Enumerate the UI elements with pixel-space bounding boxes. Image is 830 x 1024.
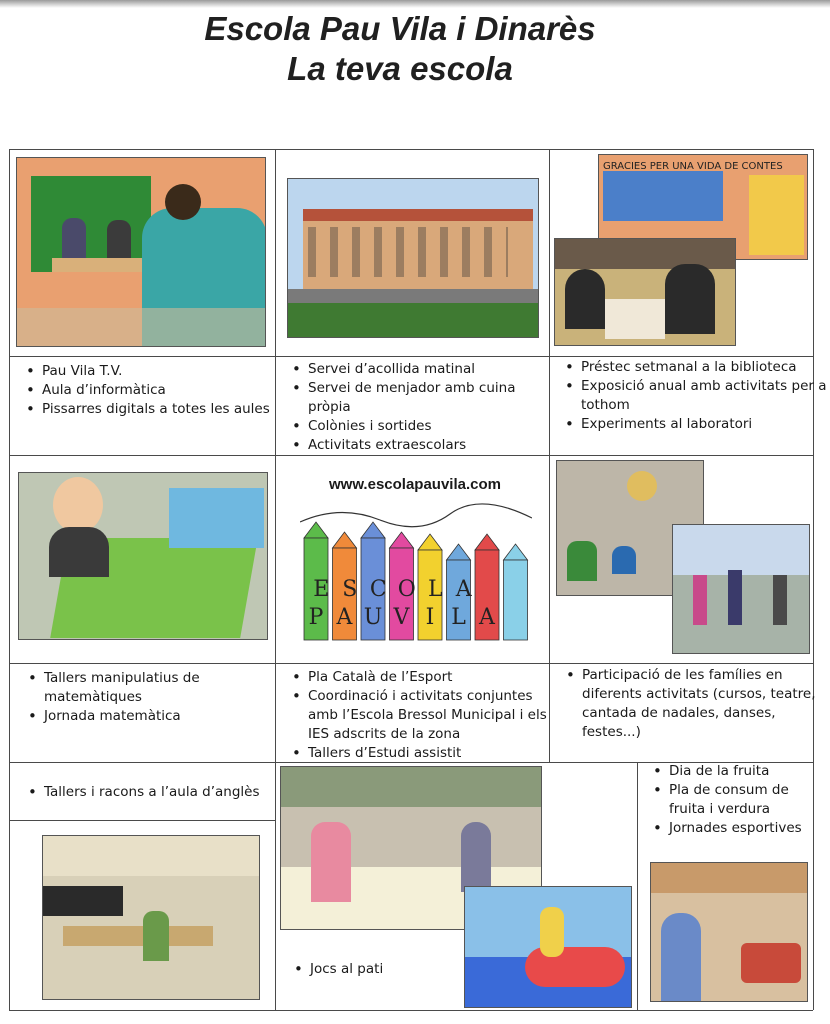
logo-pencil bbox=[504, 544, 528, 640]
families-dance-photo bbox=[672, 524, 810, 654]
list-r2c3 bbox=[564, 666, 822, 742]
list-r1c2 bbox=[290, 360, 558, 455]
list-r2c1 bbox=[26, 669, 284, 726]
logo-letter: A bbox=[479, 605, 495, 630]
school-subtitle: La teva escola bbox=[287, 50, 513, 87]
logo-letter: P bbox=[308, 605, 324, 630]
list-r1c1 bbox=[24, 362, 287, 419]
list-item: • Jocs al pati bbox=[310, 960, 475, 979]
library-students-photo bbox=[554, 238, 736, 346]
list-item: • Tallers d’Estudi assistit bbox=[308, 744, 563, 763]
list-item: • Participació de les famílies en diferents activitats (cursos, teatre, cantada de nadales, danses, festes...) bbox=[582, 666, 822, 742]
list-r3c1 bbox=[26, 783, 289, 802]
list-item: • Tallers manipulatius de matemàtiques bbox=[44, 669, 284, 707]
list-item: • Tallers i racons a l’aula d’anglès bbox=[44, 783, 289, 802]
school-website[interactable]: www.escolapauvila.com bbox=[328, 476, 501, 493]
list-r2c2 bbox=[290, 668, 563, 763]
list-item: • Activitats extraescolars bbox=[308, 436, 558, 455]
logo-letter: A bbox=[336, 605, 353, 630]
logo-letter: C bbox=[369, 577, 387, 602]
logo-letter: U bbox=[363, 605, 383, 630]
school-logo bbox=[300, 500, 532, 646]
tv-studio-photo bbox=[16, 157, 266, 347]
list-r3c2 bbox=[292, 960, 475, 979]
school-building-photo bbox=[287, 178, 539, 338]
list-item: • Servei de menjador amb cuina pròpia bbox=[308, 379, 558, 417]
list-item: • Pla de consum de fruita i verdura bbox=[669, 781, 829, 819]
list-item: • Pissarres digitals a totes les aules bbox=[42, 400, 287, 419]
fruit-day-photo bbox=[650, 862, 808, 1002]
list-item: • Coordinació i activitats conjuntes amb l’Escola Bressol Municipal i els IES adscrits de la zona bbox=[308, 687, 563, 744]
school-title: Escola Pau Vila i Dinarès bbox=[204, 10, 596, 47]
list-r1c3 bbox=[563, 358, 827, 434]
svg-text:GRACIES PER UNA VIDA DE CONTES: GRACIES PER UNA VIDA DE CONTES bbox=[603, 161, 783, 172]
logo-letter: A bbox=[455, 577, 472, 602]
list-item: • Pau Vila T.V. bbox=[42, 362, 287, 381]
banner-text bbox=[599, 155, 808, 175]
logo-letter: O bbox=[397, 577, 416, 602]
list-item: • Experiments al laboratori bbox=[581, 415, 827, 434]
english-classroom-photo bbox=[42, 835, 260, 1000]
bouncy-castle-photo bbox=[464, 886, 632, 1008]
list-item: • Dia de la fruita bbox=[669, 762, 829, 781]
logo-letter: L bbox=[427, 577, 443, 602]
logo-letter: L bbox=[451, 605, 466, 630]
math-workshop-photo bbox=[18, 472, 268, 640]
list-item: • Préstec setmanal a la biblioteca bbox=[581, 358, 827, 377]
list-r3c3 bbox=[651, 762, 829, 838]
logo-hills bbox=[300, 504, 532, 527]
list-item: • Colònies i sortides bbox=[308, 417, 558, 436]
logo-letter: E bbox=[313, 577, 330, 602]
logo-letter: V bbox=[393, 605, 410, 630]
list-item: • Servei d’acollida matinal bbox=[308, 360, 558, 379]
list-item: • Pla Català de l’Esport bbox=[308, 668, 563, 687]
list-item: • Jornades esportives bbox=[669, 819, 829, 838]
list-item: • Aula d’informàtica bbox=[42, 381, 287, 400]
list-item: • Jornada matemàtica bbox=[44, 707, 284, 726]
list-item: • Exposició anual amb activitats per a tothom bbox=[581, 377, 827, 415]
logo-letter: S bbox=[342, 577, 358, 602]
logo-letter: I bbox=[425, 605, 435, 630]
